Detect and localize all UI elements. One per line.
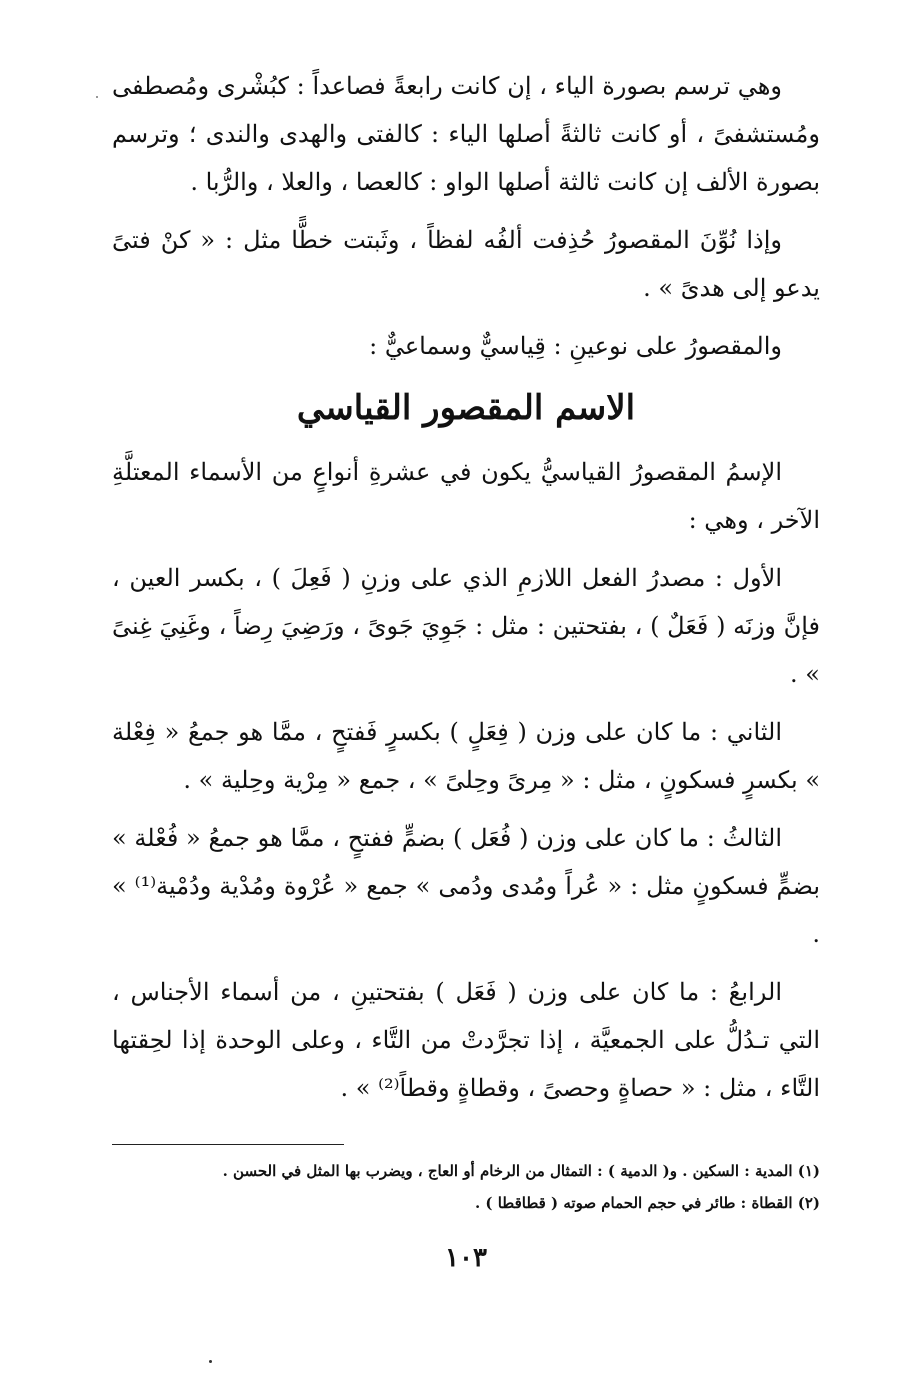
footnote-separator-wrap xyxy=(112,1122,820,1157)
book-page xyxy=(112,62,820,1273)
paragraph-tanween-rule: وإذا نُوِّنَ المقصورُ حُذِفت ألفُه لفظاً ، وثَبتت خطًّا مثل : « كنْ فتىً يدعو إلى هدىً » . xyxy=(112,226,820,302)
page-number: ١٠٣ xyxy=(445,1243,487,1273)
paragraph-spelling-rule: وهي ترسم بصورة الياء ، إن كانت رابعةً فصاعداً : كبُشْرى ومُصطفى ومُستشفىً ، أو كانت ثالثةً أصلها الياء : كالفتى والهدى والندى ؛ وترسم بصورة الألف إن كانت ثالثة أصلها الواو : كالعصا ، والعلا ، والرُّبا . xyxy=(112,72,820,196)
paragraph-intro: الإسمُ المقصورُ القياسيُّ يكون في عشرةِ أنواعٍ من الأسماء المعتلَّةِ الآخر ، وهي : xyxy=(112,458,820,534)
paragraph-type-third: الثالثُ : ما كان على وزن ( فُعَل ) بضمٍّ ففتحٍ ، ممَّا هو جمعُ « فُعْلة » بضمٍّ فسكونٍ مثل : « عُراً ومُدى ودُمى » جمع « عُرْوة ومُدْية ودُمْية⁽¹⁾ » . xyxy=(112,824,820,948)
paragraph-type-second: الثاني : ما كان على وزن ( فِعَلٍ ) بكسرٍ فَفتحٍ ، ممَّا هو جمعُ « فِعْلة » بكسرٍ فسكونٍ ، مثل : « مِرىً وحِلىً » ، جمع « مِرْية وحِلية » . xyxy=(112,718,820,794)
scan-speck xyxy=(209,1360,212,1363)
footnote-separator xyxy=(112,1144,344,1145)
paragraph-two-types: والمقصورُ على نوعينِ : قِياسيٌّ وسماعيٌّ : xyxy=(369,332,782,360)
scan-speck xyxy=(96,96,98,98)
paragraph-type-fourth: الرابعُ : ما كان على وزن ( فَعَل ) بفتحتينِ ، من أسماء الأجناس ، التي تـدُلُّ على الجمعيَّة ، إذا تجرَّدتْ من التَّاء ، وعلى الوحدة إذا لحِقتها التَّاء ، مثل : « حصاةٍ وحصىً ، وقطاةٍ وقطاً⁽²⁾ » . xyxy=(112,978,820,1102)
footnote-2: (٢) القطاة : طائر في حجم الحمام صوته ( قطاقطا ) . xyxy=(474,1194,820,1212)
paragraph-type-first: الأول : مصدرُ الفعل اللازمِ الذي على وزنِ ( فَعِلَ ) ، بكسر العين ، فإنَّ وزنَه ( فَعَلٌ ) ، بفتحتين : مثل : جَوِيَ جَوىً ، ورَضِيَ رِضاً ، وغَنِيَ غِنىً » . xyxy=(112,564,820,688)
footnote-1: (١) المدية : السكين . و( الدمية ) : التمثال من الرخام أو العاج ، ويضرب بها المثل في الحسن . xyxy=(222,1162,820,1180)
section-heading: الاسم المقصور القياسي xyxy=(296,388,636,428)
